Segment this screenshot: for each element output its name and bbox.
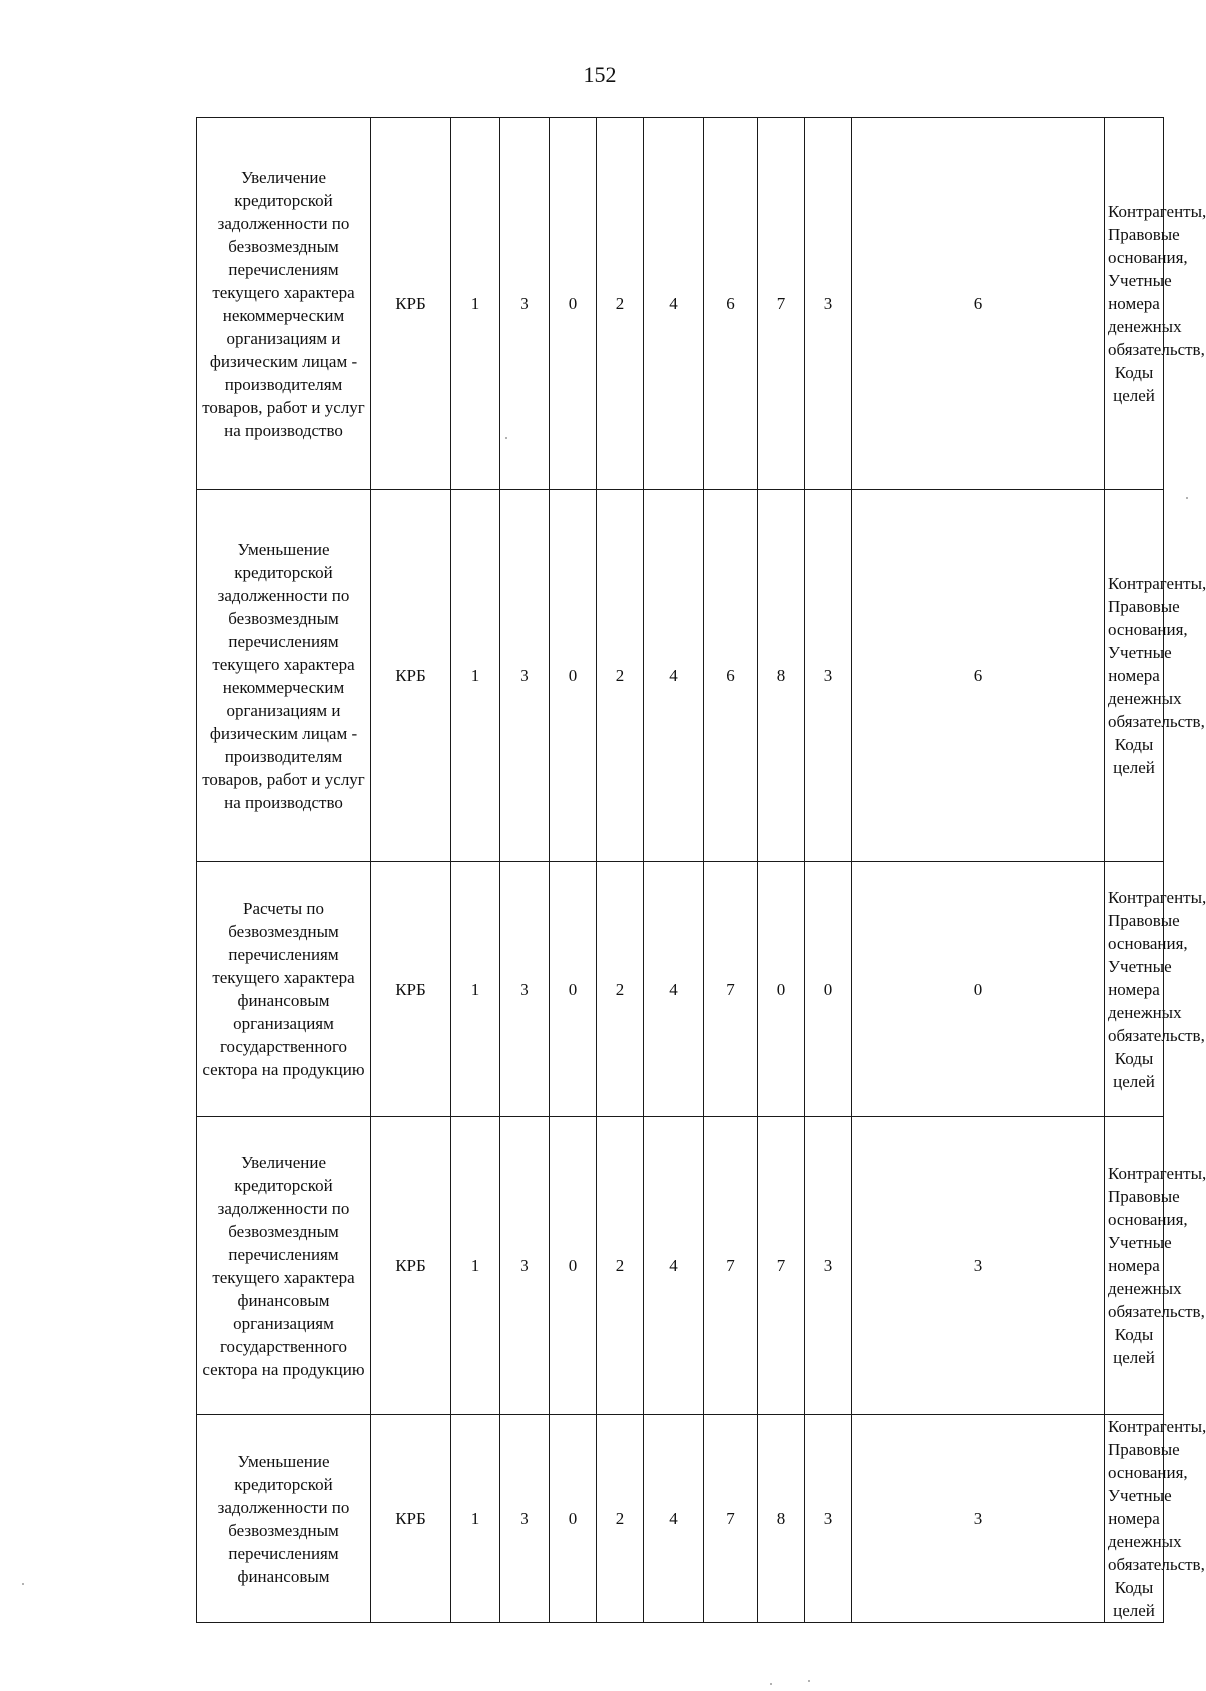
account-digit-cell: 0 [550, 1415, 597, 1623]
account-digit-cell: 0 [550, 490, 597, 862]
table-row [197, 490, 1164, 862]
table-row [197, 1415, 1164, 1623]
account-digit-cell: 8 [758, 490, 805, 862]
scan-speck [770, 1683, 772, 1685]
account-digit-cell: 6 [852, 118, 1105, 490]
account-digit-cell: 2 [597, 118, 644, 490]
account-digit-cell: 1 [451, 1415, 500, 1623]
account-digit-cell: 3 [500, 118, 550, 490]
account-digit-cell: 3 [500, 1415, 550, 1623]
document-code-cell: КРБ [371, 118, 451, 490]
document-code-cell: КРБ [371, 1117, 451, 1415]
account-digit-cell: 2 [597, 862, 644, 1117]
table-row [197, 118, 1164, 490]
document-code-cell: КРБ [371, 862, 451, 1117]
account-digit-cell: 0 [758, 862, 805, 1117]
document-code-cell: КРБ [371, 490, 451, 862]
account-digit-cell: 8 [758, 1415, 805, 1623]
account-digit-cell: 0 [805, 862, 852, 1117]
account-digit-cell: 3 [805, 1415, 852, 1623]
scan-speck [1186, 497, 1188, 499]
account-digit-cell: 3 [500, 490, 550, 862]
analytics-attributes-cell: Контрагенты, Правовые основания, Учетные номера денежных обязательств, Коды целей [1105, 118, 1164, 490]
account-digit-cell: 1 [451, 490, 500, 862]
accounts-table [196, 117, 1206, 1623]
scan-speck [22, 1583, 24, 1585]
account-name-cell: Увеличение кредиторской задолженности по безвозмездным перечислениям текущего характера некоммерческим организациям и физическим лицам - производителям товаров, работ и услуг на производство [197, 118, 371, 490]
account-digit-cell: 7 [704, 1415, 758, 1623]
account-name-cell: Уменьшение кредиторской задолженности по безвозмездным перечислениям текущего характера некоммерческим организациям и физическим лицам - производителям товаров, работ и услуг на производство [197, 490, 371, 862]
account-name-cell: Уменьшение кредиторской задолженности по безвозмездным перечислениям финансовым [197, 1415, 371, 1623]
account-digit-cell: 3 [805, 118, 852, 490]
analytics-attributes-cell: Контрагенты, Правовые основания, Учетные номера денежных обязательств, Коды целей [1105, 862, 1164, 1117]
account-digit-cell: 6 [704, 118, 758, 490]
account-digit-cell: 2 [597, 1117, 644, 1415]
analytics-attributes-cell: Контрагенты, Правовые основания, Учетные номера денежных обязательств, Коды целей [1105, 490, 1164, 862]
account-digit-cell: 0 [550, 118, 597, 490]
account-digit-cell: 0 [550, 1117, 597, 1415]
account-digit-cell: 7 [704, 1117, 758, 1415]
account-digit-cell: 7 [758, 118, 805, 490]
account-digit-cell: 4 [644, 862, 704, 1117]
account-digit-cell: 0 [852, 862, 1105, 1117]
analytics-attributes-cell: Контрагенты, Правовые основания, Учетные номера денежных обязательств, Коды целей [1105, 1415, 1164, 1623]
account-digit-cell: 6 [852, 490, 1105, 862]
account-digit-cell: 4 [644, 118, 704, 490]
account-digit-cell: 3 [805, 1117, 852, 1415]
account-digit-cell: 1 [451, 118, 500, 490]
account-digit-cell: 4 [644, 490, 704, 862]
account-digit-cell: 3 [805, 490, 852, 862]
account-name-cell: Расчеты по безвозмездным перечислениям текущего характера финансовым организациям государственного сектора на продукцию [197, 862, 371, 1117]
page-number: 152 [583, 62, 617, 87]
document-code-cell: КРБ [371, 1415, 451, 1623]
account-name-cell: Увеличение кредиторской задолженности по безвозмездным перечислениям текущего характера финансовым организациям государственного сектора на продукцию [197, 1117, 371, 1415]
table-row [197, 1117, 1164, 1415]
account-digit-cell: 3 [500, 862, 550, 1117]
table-row [197, 862, 1164, 1117]
account-digit-cell: 7 [758, 1117, 805, 1415]
account-digit-cell: 1 [451, 1117, 500, 1415]
account-digit-cell: 0 [550, 862, 597, 1117]
account-digit-cell: 2 [597, 1415, 644, 1623]
account-digit-cell: 3 [852, 1117, 1105, 1415]
account-digit-cell: 1 [451, 862, 500, 1117]
scan-speck [505, 437, 507, 439]
account-digit-cell: 4 [644, 1117, 704, 1415]
account-digit-cell: 4 [644, 1415, 704, 1623]
account-digit-cell: 7 [704, 862, 758, 1117]
scan-speck [808, 1680, 810, 1682]
analytics-attributes-cell: Контрагенты, Правовые основания, Учетные номера денежных обязательств, Коды целей [1105, 1117, 1164, 1415]
account-digit-cell: 6 [704, 490, 758, 862]
account-digit-cell: 3 [852, 1415, 1105, 1623]
account-digit-cell: 3 [500, 1117, 550, 1415]
account-digit-cell: 2 [597, 490, 644, 862]
